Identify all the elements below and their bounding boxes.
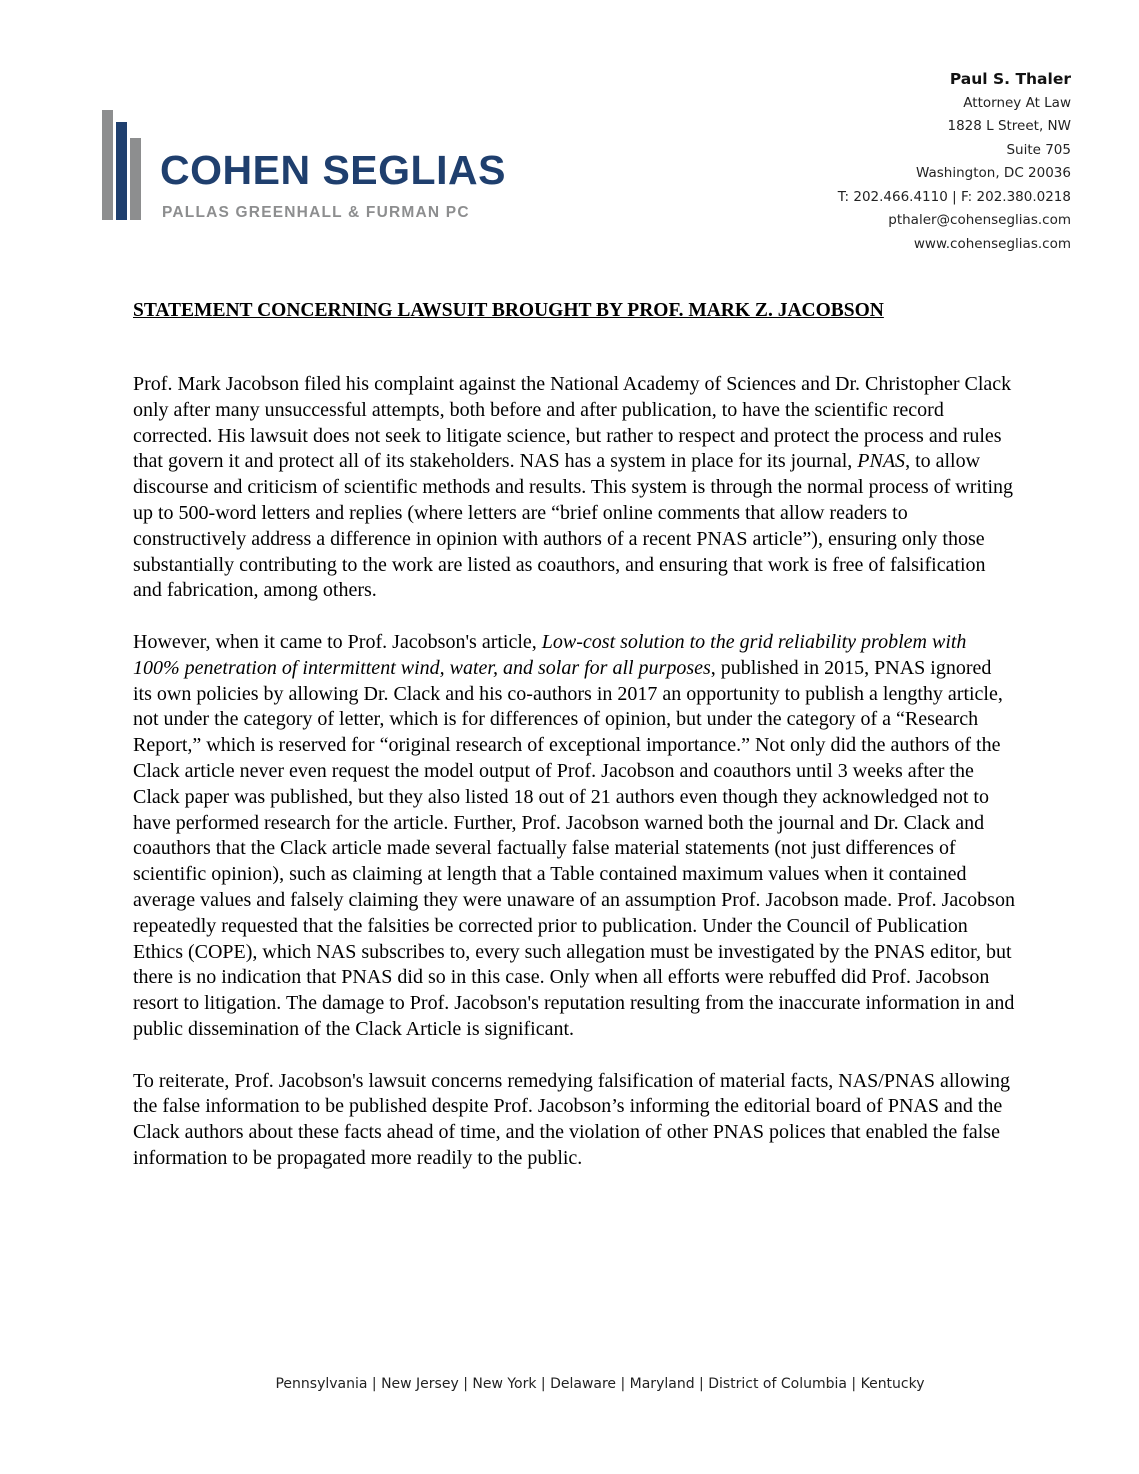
footer-locations: Pennsylvania | New Jersey | New York | Delaware | Maryland | District of Columbia | Kentucky: [275, 1376, 925, 1392]
attorney-role: Attorney At Law: [963, 94, 1071, 111]
statement-body: [133, 372, 1015, 1198]
website-link[interactable]: www.cohenseglias.com: [913, 235, 1071, 252]
address-suite: Suite 705: [1006, 141, 1071, 158]
paragraph-2-text-b: , published in 2015, PNAS ignored its own policies by allowing Dr. Clack and his co-authors in 2017 an opportunity to publish a lengthy article, not under the category of letter, which is for differences of opinion, but under the category of a “Research Report,” which is reserved for “original research of exceptional importance.” Not only did the authors of the Clack article never even request the model output of Prof. Jacobson and coauthors until 3 weeks after the Clack paper was published, but they also listed 18 out of 21 authors even though they acknowledged not to have performed research for the article. Further, Prof. Jacobson warned both the journal and Dr. Clack and coauthors that the Clack article made several factually false material statements (not just differences of scientific opinion), such as claiming at length that a Table contained maximum values when it contained average values and falsely claiming they were unaware of an assumption Prof. Jacobson made. Prof. Jacobson repeatedly requested that the falsities be corrected prior to publication. Under the Council of Publication Ethics (COPE), which NAS subscribes to, every such allegation must be investigated by the PNAS editor, but there is no indication that PNAS did so in this case. Only when all efforts were rebuffed did Prof. Jacobson resort to litigation. The damage to Prof. Jacobson's reputation resulting from the inaccurate information in and public dissemination of the Clack Article is significant.: [133, 656, 1015, 1040]
paragraph-3: To reiterate, Prof. Jacobson's lawsuit concerns remedying falsification of material facts, NAS/PNAS allowing the false information to be published despite Prof. Jacobson’s informing the editorial board of PNAS and the Clack authors about these facts ahead of time, and the violation of other PNAS polices that enabled the false information to be propagated more readily to the public.: [133, 1069, 1010, 1169]
firm-subtitle: PALLAS GREENHALL & FURMAN PC: [162, 204, 470, 221]
attorney-name: Paul S. Thaler: [949, 70, 1071, 88]
firm-name: COHEN SEGLIAS: [160, 147, 506, 193]
statement-title: STATEMENT CONCERNING LAWSUIT BROUGHT BY PROF. MARK Z. JACOBSON: [133, 300, 884, 321]
phone-fax: T: 202.466.4110 | F: 202.380.0218: [837, 188, 1071, 205]
logo-bar-gray-short: [130, 138, 141, 220]
logo-bar-gray-tall: [102, 110, 113, 220]
email-address[interactable]: pthaler@cohenseglias.com: [888, 212, 1071, 228]
paragraph-2-text-a: However, when it came to Prof. Jacobson's article,: [133, 630, 542, 653]
paragraph-1-text-a: Prof. Mark Jacobson filed his complaint against the National Academy of Sciences and Dr. Christopher Clack only after many unsuccessful attempts, both before and after publication, to have the scientific record corrected. His lawsuit does not seek to litigate science, but rather to respect and protect the process and rules that govern it and protect all of its stakeholders. NAS has a system in place for its journal,: [133, 373, 1012, 473]
paragraph-1: [133, 372, 1015, 604]
paragraph-2: [133, 630, 1015, 1043]
address-city: Washington, DC 20036: [916, 165, 1071, 181]
paragraph-1-text-b: , to allow discourse and criticism of scientific methods and results. This system is through the normal process of writing up to 500-word letters and replies (where letters are “brief online comments that allow readers to constructively address a difference in opinion with authors of a recent PNAS article”), ensuring only those substantially contributing to the work are listed as coauthors, and ensuring that work is free of falsification and fabrication, among others.: [133, 450, 1014, 602]
building-logo-icon: [100, 110, 150, 220]
address-street: 1828 L Street, NW: [947, 118, 1071, 134]
article-title: Low-cost solution to the grid reliability problem with 100% penetration of intermittent wind, water, and solar for all purposes: [133, 630, 967, 679]
firm-logo: [100, 110, 520, 225]
journal-name: PNAS: [857, 450, 906, 473]
contact-block: [838, 68, 1071, 256]
logo-bar-navy-tall: [116, 122, 127, 220]
